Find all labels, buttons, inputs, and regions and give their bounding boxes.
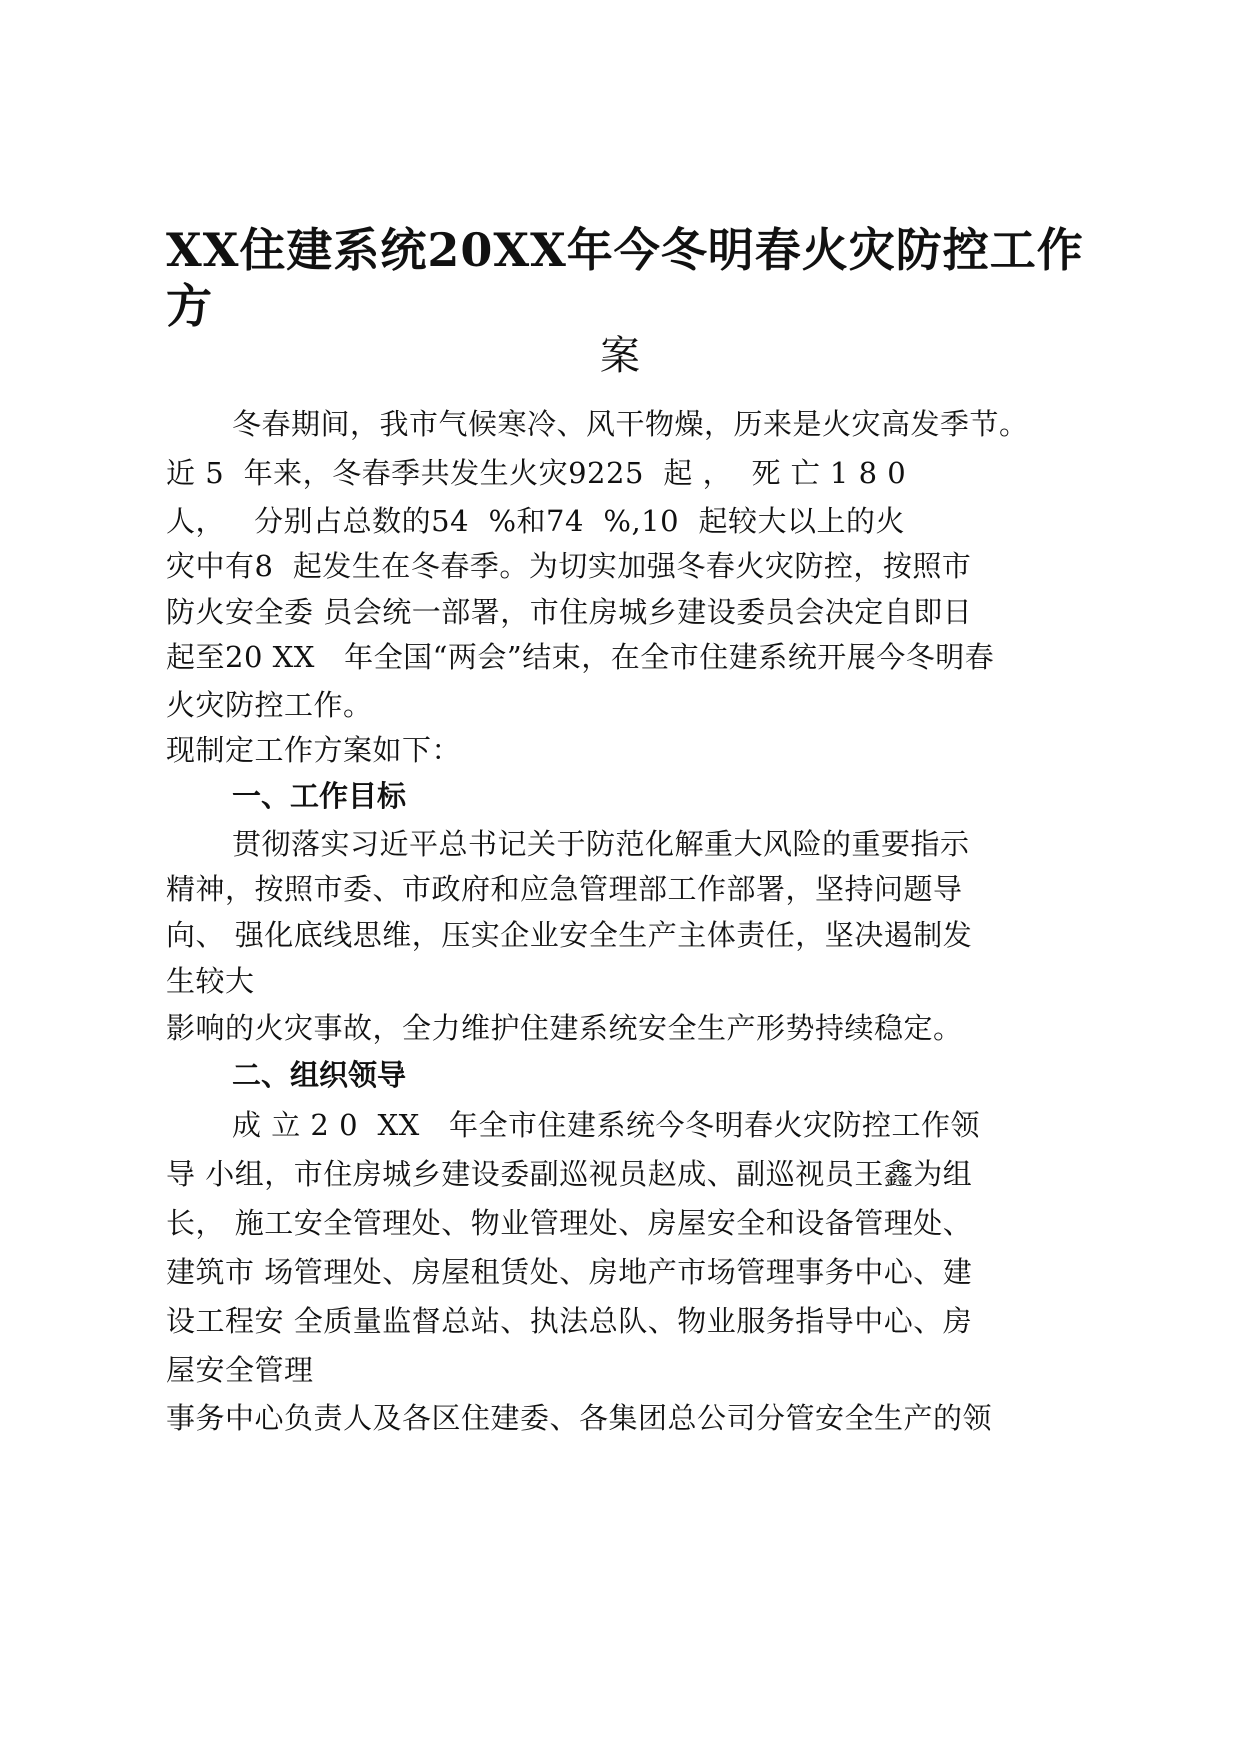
paragraph-line: 成 立 2 0 XX 年全市住建系统今冬明春火灾防控工作领 (232, 1108, 980, 1142)
paragraph-line: 防火安全委 员会统一部署，市住房城乡建设委员会决定自即日 (166, 595, 973, 629)
paragraph-line: 导 小组，市住房城乡建设委副巡视员赵成、副巡视员王鑫为组 (166, 1157, 973, 1191)
paragraph-line: 设工程安 全质量监督总站、执法总队、物业服务指导中心、房 (166, 1304, 973, 1338)
section-heading-organization: 二、组织领导 (232, 1058, 407, 1092)
paragraph-line: 现制定工作方案如下： (166, 733, 462, 767)
paragraph-line: 长， 施工安全管理处、物业管理处、房屋安全和设备管理处、 (166, 1206, 973, 1240)
document-title-line-3: 案 (600, 333, 640, 379)
document-title-line-1: XX住建系统20XX年今冬明春火灾防控工作 (166, 223, 1084, 277)
paragraph-line: 贯彻落实习近平总书记关于防范化解重大风险的重要指示 (232, 827, 970, 861)
paragraph-line: 向、 强化底线思维，压实企业安全生产主体责任，坚决遏制发 (166, 918, 973, 952)
paragraph-line: 冬春期间，我市气候寒冷、风干物燥，历来是火灾高发季节。 (232, 407, 1029, 441)
paragraph-line: 生较大 (166, 964, 255, 998)
paragraph-line: 火灾防控工作。 (166, 688, 373, 722)
paragraph-line: 灾中有8 起发生在冬春季。为切实加强冬春火灾防控，按照市 (166, 549, 972, 583)
paragraph-line: 建筑市 场管理处、房屋租赁处、房地产市场管理事务中心、建 (166, 1255, 973, 1289)
paragraph-line: 影响的火灾事故，全力维护住建系统安全生产形势持续稳定。 (166, 1011, 963, 1045)
paragraph-line: 近 5 年来，冬春季共发生火灾9225 起 ， 死 亡 1 8 0 (166, 456, 907, 490)
paragraph-line: 精神，按照市委、市政府和应急管理部工作部署，坚持问题导 (166, 872, 963, 906)
paragraph-line: 起至20 XX 年全国“两会”结束，在全市住建系统开展今冬明春 (166, 640, 995, 674)
section-heading-work-goals: 一、工作目标 (232, 779, 407, 813)
paragraph-line: 事务中心负责人及各区住建委、各集团总公司分管安全生产的领 (166, 1401, 993, 1435)
document-title-line-2: 方 (166, 279, 213, 333)
paragraph-line: 人， 分别占总数的54 %和74 %,10 起较大以上的火 (166, 504, 905, 538)
paragraph-line: 屋安全管理 (166, 1353, 314, 1387)
